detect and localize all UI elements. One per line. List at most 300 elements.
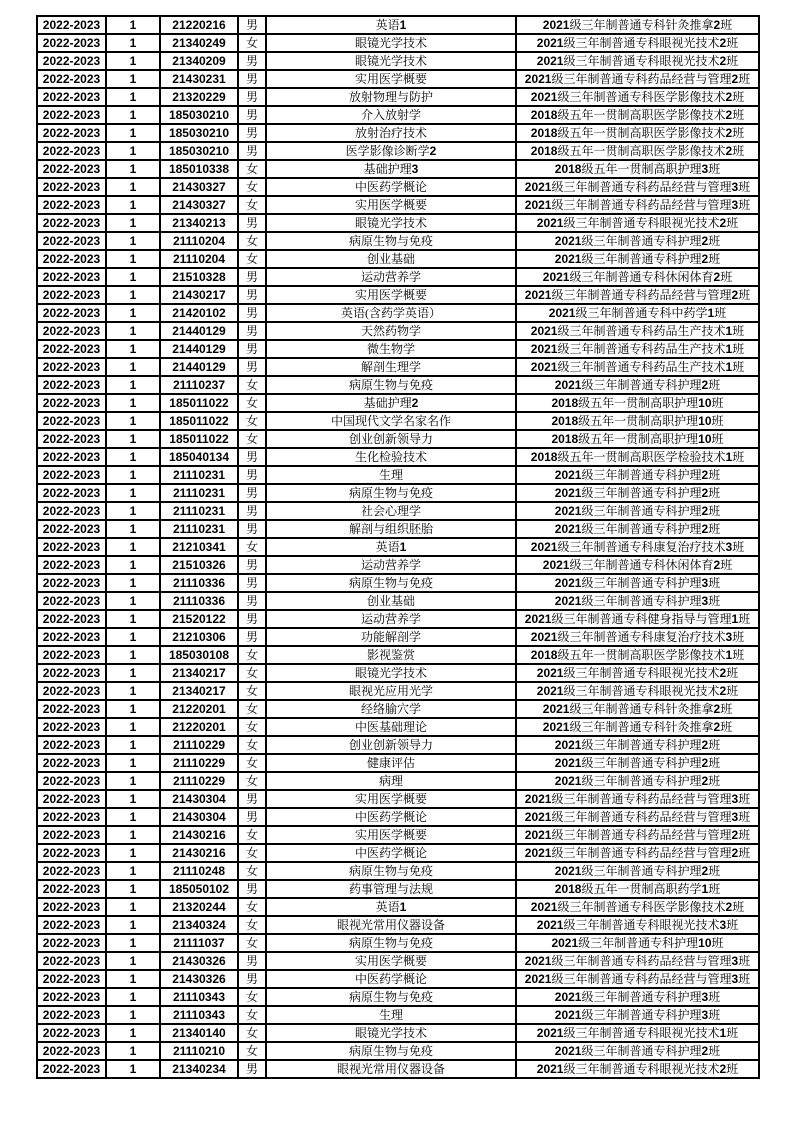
table-row <box>37 628 759 646</box>
cell-year: 2022-2023 <box>37 106 106 124</box>
cell-class: 2021级三年制普通专科健身指导与管理1班 <box>516 610 759 628</box>
cell-year: 2022-2023 <box>37 88 106 106</box>
table-row <box>37 898 759 916</box>
table-row <box>37 250 759 268</box>
cell-student-id: 21440129 <box>160 340 238 358</box>
cell-student-id: 21430231 <box>160 70 238 88</box>
cell-term: 1 <box>106 250 160 268</box>
cell-year: 2022-2023 <box>37 988 106 1006</box>
cell-class: 2021级三年制普通专科护理3班 <box>516 1006 759 1024</box>
cell-student-id: 21440129 <box>160 358 238 376</box>
cell-gender: 男 <box>238 142 266 160</box>
cell-term: 1 <box>106 934 160 952</box>
cell-class: 2021级三年制普通专科眼视光技术3班 <box>516 916 759 934</box>
cell-course: 运动营养学 <box>266 610 516 628</box>
cell-gender: 女 <box>238 232 266 250</box>
cell-gender: 男 <box>238 214 266 232</box>
cell-student-id: 21110343 <box>160 988 238 1006</box>
cell-student-id: 21340249 <box>160 34 238 52</box>
cell-year: 2022-2023 <box>37 412 106 430</box>
cell-year: 2022-2023 <box>37 1006 106 1024</box>
cell-year: 2022-2023 <box>37 646 106 664</box>
cell-course: 创业创新领导力 <box>266 736 516 754</box>
cell-class: 2021级三年制普通专科护理2班 <box>516 754 759 772</box>
cell-student-id: 185011022 <box>160 430 238 448</box>
cell-class: 2021级三年制普通专科护理2班 <box>516 772 759 790</box>
cell-term: 1 <box>106 952 160 970</box>
cell-gender: 男 <box>238 808 266 826</box>
cell-term: 1 <box>106 160 160 178</box>
cell-gender: 男 <box>238 52 266 70</box>
cell-student-id: 21430327 <box>160 196 238 214</box>
cell-term: 1 <box>106 412 160 430</box>
cell-term: 1 <box>106 556 160 574</box>
cell-term: 1 <box>106 808 160 826</box>
cell-gender: 男 <box>238 124 266 142</box>
cell-class: 2021级三年制普通专科护理2班 <box>516 862 759 880</box>
cell-year: 2022-2023 <box>37 592 106 610</box>
table-row <box>37 304 759 322</box>
cell-gender: 男 <box>238 952 266 970</box>
table-row <box>37 1024 759 1042</box>
cell-term: 1 <box>106 376 160 394</box>
cell-term: 1 <box>106 88 160 106</box>
cell-term: 1 <box>106 826 160 844</box>
cell-class: 2021级三年制普通专科康复治疗技术3班 <box>516 538 759 556</box>
table-row <box>37 1006 759 1024</box>
cell-term: 1 <box>106 502 160 520</box>
cell-class: 2021级三年制普通专科药品经营与管理3班 <box>516 196 759 214</box>
cell-term: 1 <box>106 520 160 538</box>
cell-year: 2022-2023 <box>37 610 106 628</box>
cell-gender: 女 <box>238 394 266 412</box>
cell-gender: 女 <box>238 1042 266 1060</box>
cell-course: 创业基础 <box>266 250 516 268</box>
table-row <box>37 808 759 826</box>
cell-year: 2022-2023 <box>37 628 106 646</box>
cell-term: 1 <box>106 664 160 682</box>
cell-course: 眼镜光学技术 <box>266 34 516 52</box>
cell-class: 2021级三年制普通专科药品经营与管理3班 <box>516 790 759 808</box>
cell-gender: 女 <box>238 754 266 772</box>
cell-gender: 女 <box>238 988 266 1006</box>
table-row <box>37 988 759 1006</box>
cell-term: 1 <box>106 466 160 484</box>
cell-student-id: 185030210 <box>160 124 238 142</box>
table-row <box>37 232 759 250</box>
cell-course: 病原生物与免疫 <box>266 484 516 502</box>
cell-term: 1 <box>106 124 160 142</box>
cell-course: 实用医学概要 <box>266 196 516 214</box>
table-row <box>37 826 759 844</box>
cell-student-id: 21110336 <box>160 592 238 610</box>
table-row <box>37 934 759 952</box>
cell-student-id: 185011022 <box>160 412 238 430</box>
cell-class: 2021级三年制普通专科医学影像技术2班 <box>516 898 759 916</box>
table-row <box>37 88 759 106</box>
cell-class: 2018级五年一贯制高职医学影像技术2班 <box>516 124 759 142</box>
cell-course: 生理 <box>266 466 516 484</box>
cell-course: 实用医学概要 <box>266 952 516 970</box>
cell-student-id: 21110229 <box>160 754 238 772</box>
cell-gender: 男 <box>238 448 266 466</box>
cell-gender: 女 <box>238 898 266 916</box>
cell-class: 2021级三年制普通专科药品经营与管理2班 <box>516 70 759 88</box>
table-row <box>37 574 759 592</box>
cell-year: 2022-2023 <box>37 898 106 916</box>
cell-class: 2021级三年制普通专科药品经营与管理3班 <box>516 808 759 826</box>
cell-term: 1 <box>106 754 160 772</box>
table-row <box>37 394 759 412</box>
cell-gender: 女 <box>238 1006 266 1024</box>
cell-course: 药事管理与法规 <box>266 880 516 898</box>
cell-course: 病原生物与免疫 <box>266 1042 516 1060</box>
table-row <box>37 592 759 610</box>
cell-student-id: 21520122 <box>160 610 238 628</box>
cell-term: 1 <box>106 574 160 592</box>
table-row <box>37 484 759 502</box>
cell-term: 1 <box>106 142 160 160</box>
cell-class: 2021级三年制普通专科护理2班 <box>516 1042 759 1060</box>
table-row <box>37 718 759 736</box>
cell-gender: 女 <box>238 412 266 430</box>
cell-student-id: 21320229 <box>160 88 238 106</box>
cell-course: 病原生物与免疫 <box>266 376 516 394</box>
cell-gender: 男 <box>238 1060 266 1078</box>
cell-course: 中医基础理论 <box>266 718 516 736</box>
cell-gender: 女 <box>238 844 266 862</box>
cell-course: 病原生物与免疫 <box>266 988 516 1006</box>
cell-class: 2018级五年一贯制高职护理10班 <box>516 394 759 412</box>
cell-gender: 女 <box>238 538 266 556</box>
cell-course: 基础护理2 <box>266 394 516 412</box>
table-row <box>37 178 759 196</box>
cell-class: 2021级三年制普通专科眼视光技术2班 <box>516 664 759 682</box>
cell-class: 2021级三年制普通专科康复治疗技术3班 <box>516 628 759 646</box>
cell-student-id: 21320244 <box>160 898 238 916</box>
cell-term: 1 <box>106 916 160 934</box>
cell-student-id: 21111037 <box>160 934 238 952</box>
cell-term: 1 <box>106 16 160 34</box>
cell-term: 1 <box>106 790 160 808</box>
cell-class: 2021级三年制普通专科针灸推拿2班 <box>516 718 759 736</box>
cell-year: 2022-2023 <box>37 466 106 484</box>
cell-course: 病原生物与免疫 <box>266 934 516 952</box>
table-row <box>37 448 759 466</box>
cell-gender: 女 <box>238 1024 266 1042</box>
cell-term: 1 <box>106 232 160 250</box>
cell-year: 2022-2023 <box>37 34 106 52</box>
table-row <box>37 52 759 70</box>
cell-year: 2022-2023 <box>37 574 106 592</box>
cell-course: 社会心理学 <box>266 502 516 520</box>
cell-class: 2021级三年制普通专科护理2班 <box>516 502 759 520</box>
cell-course: 病原生物与免疫 <box>266 574 516 592</box>
cell-gender: 女 <box>238 160 266 178</box>
cell-class: 2021级三年制普通专科药品经营与管理2班 <box>516 286 759 304</box>
cell-course: 经络腧穴学 <box>266 700 516 718</box>
cell-term: 1 <box>106 772 160 790</box>
cell-year: 2022-2023 <box>37 52 106 70</box>
cell-student-id: 21430217 <box>160 286 238 304</box>
cell-course: 眼视光应用光学 <box>266 682 516 700</box>
cell-course: 眼镜光学技术 <box>266 1024 516 1042</box>
cell-course: 运动营养学 <box>266 556 516 574</box>
cell-term: 1 <box>106 304 160 322</box>
cell-course: 病原生物与免疫 <box>266 862 516 880</box>
cell-student-id: 21110229 <box>160 736 238 754</box>
cell-gender: 女 <box>238 430 266 448</box>
cell-gender: 男 <box>238 520 266 538</box>
cell-course: 运动营养学 <box>266 268 516 286</box>
cell-student-id: 21340324 <box>160 916 238 934</box>
cell-student-id: 21110336 <box>160 574 238 592</box>
cell-year: 2022-2023 <box>37 448 106 466</box>
cell-year: 2022-2023 <box>37 1024 106 1042</box>
cell-student-id: 21110231 <box>160 466 238 484</box>
cell-gender: 女 <box>238 250 266 268</box>
cell-term: 1 <box>106 1006 160 1024</box>
cell-term: 1 <box>106 538 160 556</box>
cell-year: 2022-2023 <box>37 430 106 448</box>
cell-term: 1 <box>106 340 160 358</box>
cell-student-id: 21110204 <box>160 250 238 268</box>
cell-course: 创业基础 <box>266 592 516 610</box>
cell-student-id: 21430216 <box>160 844 238 862</box>
cell-year: 2022-2023 <box>37 232 106 250</box>
cell-gender: 男 <box>238 484 266 502</box>
cell-term: 1 <box>106 970 160 988</box>
table-row <box>37 844 759 862</box>
table-row <box>37 124 759 142</box>
cell-term: 1 <box>106 178 160 196</box>
cell-year: 2022-2023 <box>37 160 106 178</box>
cell-course: 中医药学概论 <box>266 970 516 988</box>
table-row <box>37 538 759 556</box>
cell-year: 2022-2023 <box>37 214 106 232</box>
cell-student-id: 21430326 <box>160 952 238 970</box>
cell-course: 实用医学概要 <box>266 826 516 844</box>
cell-gender: 男 <box>238 268 266 286</box>
cell-student-id: 21510326 <box>160 556 238 574</box>
cell-class: 2021级三年制普通专科眼视光技术1班 <box>516 1024 759 1042</box>
cell-term: 1 <box>106 844 160 862</box>
cell-term: 1 <box>106 718 160 736</box>
table-row <box>37 700 759 718</box>
table-row <box>37 952 759 970</box>
cell-class: 2018级五年一贯制高职医学影像技术2班 <box>516 106 759 124</box>
table-row <box>37 970 759 988</box>
cell-class: 2021级三年制普通专科休闲体育2班 <box>516 268 759 286</box>
cell-gender: 男 <box>238 970 266 988</box>
cell-class: 2021级三年制普通专科护理3班 <box>516 574 759 592</box>
cell-student-id: 21110248 <box>160 862 238 880</box>
cell-gender: 女 <box>238 736 266 754</box>
cell-student-id: 21340140 <box>160 1024 238 1042</box>
cell-term: 1 <box>106 322 160 340</box>
cell-year: 2022-2023 <box>37 304 106 322</box>
table-row <box>37 736 759 754</box>
cell-gender: 男 <box>238 610 266 628</box>
cell-student-id: 21110204 <box>160 232 238 250</box>
cell-term: 1 <box>106 214 160 232</box>
cell-course: 实用医学概要 <box>266 70 516 88</box>
cell-student-id: 185030210 <box>160 142 238 160</box>
cell-student-id: 21430304 <box>160 790 238 808</box>
cell-course: 放射治疗技术 <box>266 124 516 142</box>
cell-gender: 女 <box>238 34 266 52</box>
cell-class: 2021级三年制普通专科护理3班 <box>516 592 759 610</box>
cell-class: 2021级三年制普通专科护理3班 <box>516 988 759 1006</box>
cell-year: 2022-2023 <box>37 934 106 952</box>
cell-course: 眼镜光学技术 <box>266 664 516 682</box>
cell-year: 2022-2023 <box>37 718 106 736</box>
table-row <box>37 610 759 628</box>
table-row <box>37 502 759 520</box>
cell-class: 2018级五年一贯制高职药学1班 <box>516 880 759 898</box>
cell-student-id: 185011022 <box>160 394 238 412</box>
cell-class: 2021级三年制普通专科医学影像技术2班 <box>516 88 759 106</box>
cell-class: 2021级三年制普通专科针灸推拿2班 <box>516 16 759 34</box>
cell-course: 放射物理与防护 <box>266 88 516 106</box>
cell-gender: 男 <box>238 322 266 340</box>
cell-class: 2021级三年制普通专科药品经营与管理2班 <box>516 844 759 862</box>
cell-year: 2022-2023 <box>37 772 106 790</box>
cell-student-id: 21340217 <box>160 682 238 700</box>
table-row <box>37 340 759 358</box>
table-row <box>37 196 759 214</box>
cell-student-id: 21110229 <box>160 772 238 790</box>
cell-year: 2022-2023 <box>37 358 106 376</box>
cell-term: 1 <box>106 196 160 214</box>
cell-year: 2022-2023 <box>37 124 106 142</box>
cell-gender: 女 <box>238 664 266 682</box>
cell-term: 1 <box>106 880 160 898</box>
cell-year: 2022-2023 <box>37 700 106 718</box>
cell-class: 2021级三年制普通专科药品经营与管理3班 <box>516 970 759 988</box>
cell-student-id: 21340213 <box>160 214 238 232</box>
table-row <box>37 160 759 178</box>
cell-year: 2022-2023 <box>37 16 106 34</box>
table-row <box>37 70 759 88</box>
table-row <box>37 322 759 340</box>
cell-student-id: 21110210 <box>160 1042 238 1060</box>
cell-year: 2022-2023 <box>37 1042 106 1060</box>
table-row <box>37 556 759 574</box>
cell-year: 2022-2023 <box>37 142 106 160</box>
cell-class: 2021级三年制普通专科药品经营与管理2班 <box>516 826 759 844</box>
cell-course: 英语(含药学英语） <box>266 304 516 322</box>
cell-year: 2022-2023 <box>37 520 106 538</box>
table-row <box>37 430 759 448</box>
cell-term: 1 <box>106 592 160 610</box>
cell-gender: 女 <box>238 772 266 790</box>
cell-term: 1 <box>106 1060 160 1078</box>
cell-term: 1 <box>106 682 160 700</box>
cell-gender: 男 <box>238 340 266 358</box>
cell-student-id: 21340234 <box>160 1060 238 1078</box>
cell-term: 1 <box>106 646 160 664</box>
cell-year: 2022-2023 <box>37 394 106 412</box>
cell-student-id: 21110237 <box>160 376 238 394</box>
cell-course: 眼镜光学技术 <box>266 52 516 70</box>
cell-class: 2021级三年制普通专科护理2班 <box>516 736 759 754</box>
cell-student-id: 185030108 <box>160 646 238 664</box>
cell-class: 2021级三年制普通专科护理2班 <box>516 376 759 394</box>
table-row <box>37 106 759 124</box>
cell-course: 解剖生理学 <box>266 358 516 376</box>
cell-year: 2022-2023 <box>37 322 106 340</box>
cell-year: 2022-2023 <box>37 484 106 502</box>
cell-term: 1 <box>106 70 160 88</box>
cell-year: 2022-2023 <box>37 502 106 520</box>
cell-term: 1 <box>106 448 160 466</box>
cell-class: 2018级五年一贯制高职护理3班 <box>516 160 759 178</box>
cell-gender: 女 <box>238 178 266 196</box>
cell-term: 1 <box>106 988 160 1006</box>
cell-gender: 男 <box>238 628 266 646</box>
cell-course: 生理 <box>266 1006 516 1024</box>
cell-student-id: 21430327 <box>160 178 238 196</box>
cell-course: 天然药物学 <box>266 322 516 340</box>
cell-student-id: 21420102 <box>160 304 238 322</box>
cell-student-id: 21110231 <box>160 502 238 520</box>
cell-gender: 女 <box>238 646 266 664</box>
cell-gender: 男 <box>238 358 266 376</box>
table-row <box>37 1060 759 1078</box>
cell-course: 实用医学概要 <box>266 286 516 304</box>
cell-class: 2021级三年制普通专科眼视光技术2班 <box>516 34 759 52</box>
cell-class: 2018级五年一贯制高职医学影像技术1班 <box>516 646 759 664</box>
table-row <box>37 358 759 376</box>
cell-class: 2021级三年制普通专科中药学1班 <box>516 304 759 322</box>
cell-gender: 男 <box>238 556 266 574</box>
cell-student-id: 21210341 <box>160 538 238 556</box>
cell-class: 2021级三年制普通专科药品经营与管理3班 <box>516 178 759 196</box>
cell-term: 1 <box>106 862 160 880</box>
cell-student-id: 21440129 <box>160 322 238 340</box>
cell-gender: 女 <box>238 826 266 844</box>
cell-course: 眼镜光学技术 <box>266 214 516 232</box>
cell-year: 2022-2023 <box>37 790 106 808</box>
cell-course: 英语1 <box>266 898 516 916</box>
cell-gender: 男 <box>238 286 266 304</box>
table-row <box>37 1042 759 1060</box>
cell-year: 2022-2023 <box>37 808 106 826</box>
cell-gender: 男 <box>238 466 266 484</box>
cell-course: 影视鉴赏 <box>266 646 516 664</box>
cell-year: 2022-2023 <box>37 376 106 394</box>
cell-course: 微生物学 <box>266 340 516 358</box>
cell-student-id: 21510328 <box>160 268 238 286</box>
cell-student-id: 21430216 <box>160 826 238 844</box>
table-row <box>37 916 759 934</box>
cell-student-id: 21220201 <box>160 700 238 718</box>
cell-class: 2018级五年一贯制高职护理10班 <box>516 412 759 430</box>
cell-term: 1 <box>106 1042 160 1060</box>
cell-class: 2021级三年制普通专科针灸推拿2班 <box>516 700 759 718</box>
cell-gender: 女 <box>238 376 266 394</box>
cell-gender: 女 <box>238 196 266 214</box>
cell-class: 2021级三年制普通专科眼视光技术2班 <box>516 682 759 700</box>
cell-gender: 女 <box>238 718 266 736</box>
cell-class: 2018级五年一贯制高职医学影像技术2班 <box>516 142 759 160</box>
cell-year: 2022-2023 <box>37 736 106 754</box>
cell-year: 2022-2023 <box>37 862 106 880</box>
cell-class: 2021级三年制普通专科药品生产技术1班 <box>516 358 759 376</box>
cell-gender: 男 <box>238 790 266 808</box>
cell-gender: 男 <box>238 304 266 322</box>
